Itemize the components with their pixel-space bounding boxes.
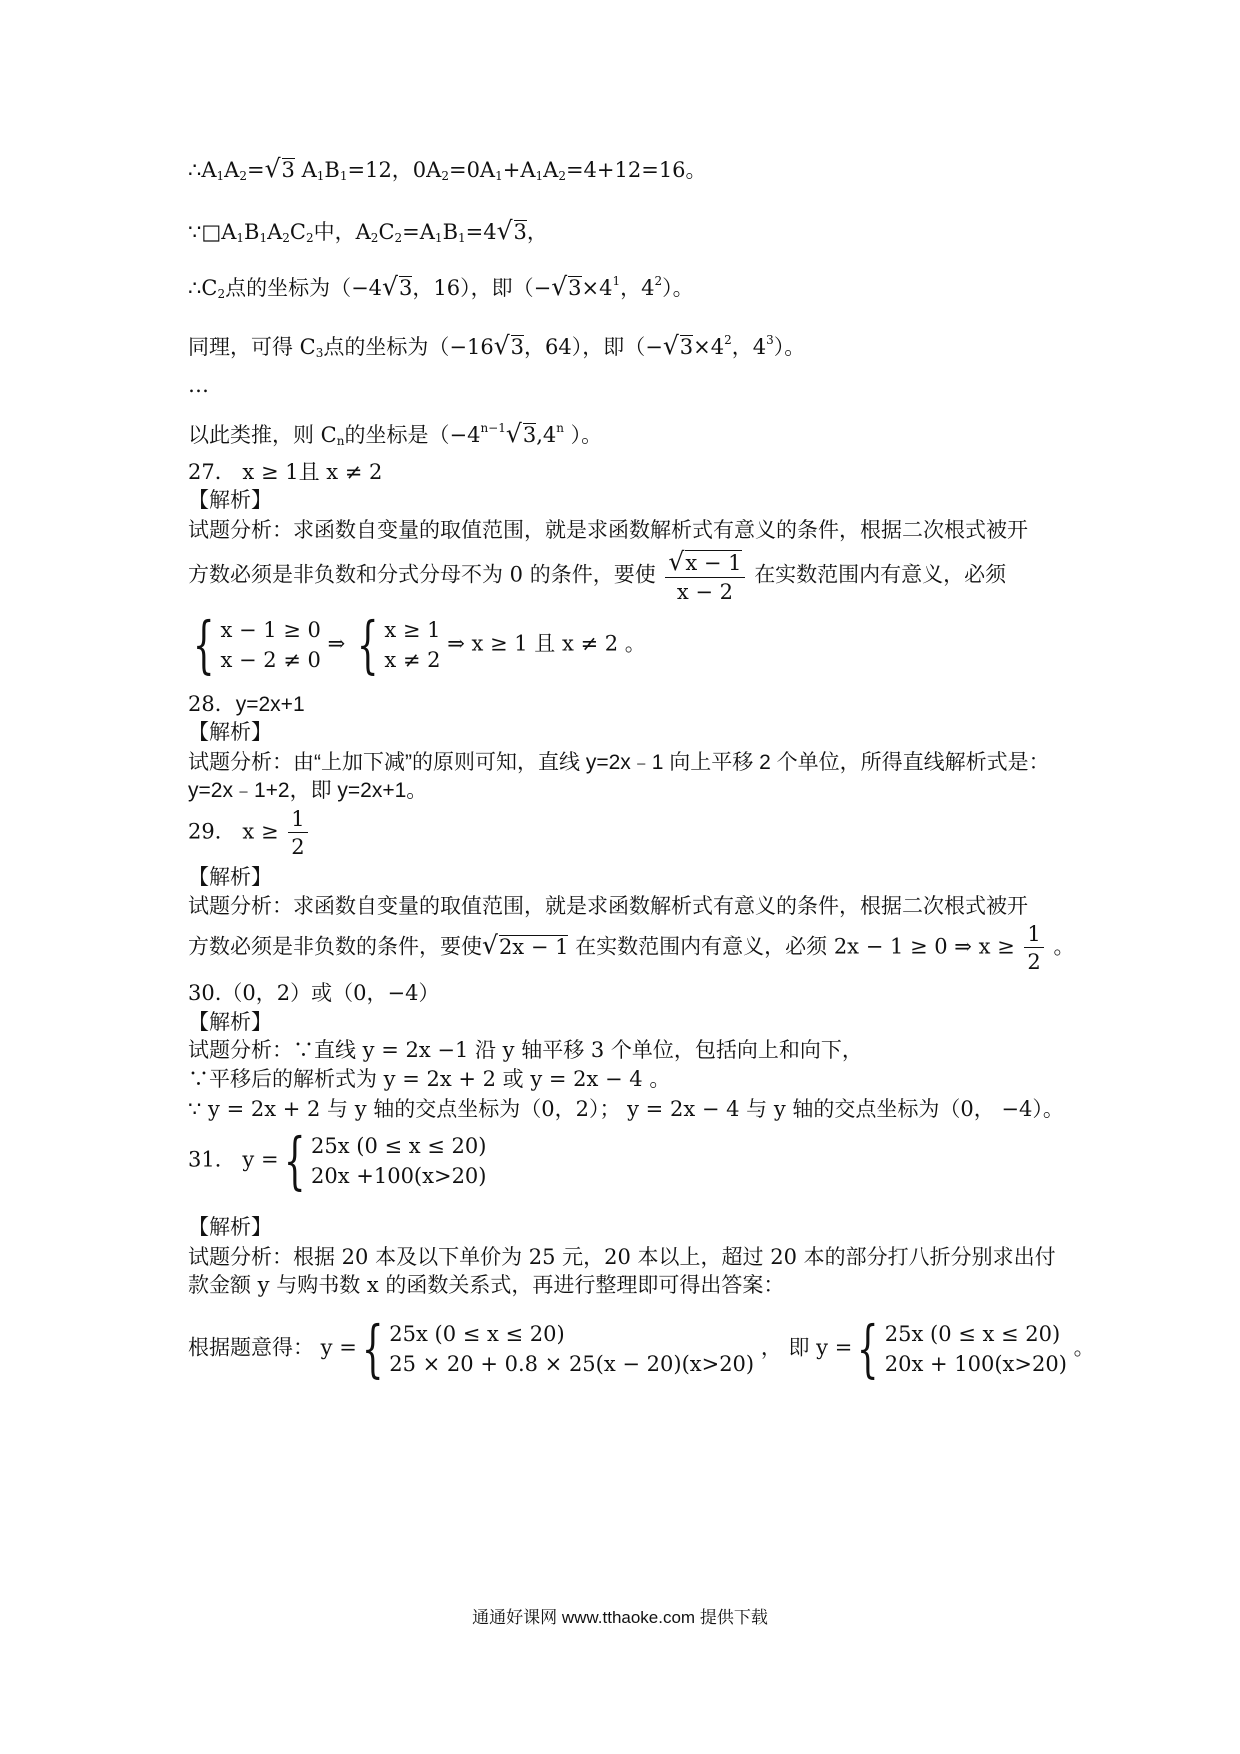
q31-line-1: 试题分析：根据 20 本及以下单价为 25 元，20 本以上，超过 20 本的部分打八折分别求出付 xyxy=(188,1245,1056,1269)
q31-line-3: 根据题意得： y ={ 25x (0 ≤ x ≤ 20) 25 × 20 + 0.8 × 25(x − 20)(x>20) ， 即 y ={ 25x (0 ≤ x ≤ 20) 20x + 100(x>20) 。 xyxy=(188,1312,1095,1385)
solution-line-cn: 以此类推，则 $C_n$的坐标是（$-4^{n-1}√3,4^n$ ）。 xyxy=(188,419,603,448)
q28-line-2: y=2x﹣1+2，即 y=2x+1。 xyxy=(188,779,428,802)
q30-line-1: 试题分析：∵直线 y = 2x −1 沿 y 轴平移 3 个单位，包括向上和向下， xyxy=(188,1038,863,1062)
q30-line-2: ∵平移后的解析式为 y = 2x + 2 或 y = 2x − 4 。 xyxy=(188,1067,671,1091)
solution-line-a1a2: $\therefore A_1A_2=√3$ $A_1B_1=12$，$0A_2=0A_1+A_1A_2=4+12=16$。 xyxy=(188,154,707,183)
solution-line-parallelogram: $\because□A_1B_1A_2C_2$中，$A_2C_2=A_1B_1=4√3$， xyxy=(188,216,548,245)
q31-line-2: 款金额 y 与购书数 x 的函数关系式，再进行整理即可得出答案： xyxy=(188,1273,785,1297)
q30-line-3: ∵ y = 2x + 2 与 y 轴的交点坐标为（0，2）； y = 2x − 4 与 y 轴的交点坐标为（0， −4）。 xyxy=(188,1097,1064,1121)
q29-answer: 29． x ≥ $\frac{1}{2}$ xyxy=(188,808,311,858)
solution-line-c3: 同理，可得 $C_3$点的坐标为（−16√3，64），即（$-√3\times 4^2$，$4^3$）。 xyxy=(188,331,806,360)
q30-answer: 30.（0，2）或（0，−4） xyxy=(188,981,440,1005)
q29-analysis-tag: 【解析】 xyxy=(188,865,272,889)
q31-analysis-tag: 【解析】 xyxy=(188,1215,272,1239)
ellipsis-line: … xyxy=(188,373,209,397)
page-footer: 通通好课网 www.tthaoke.com 提供下载 xyxy=(472,1608,768,1627)
fraction: $\frac{√x - 1}{x - 2}$ xyxy=(665,549,744,603)
q29-line-1: 试题分析：求函数自变量的取值范围，就是求函数解析式有意义的条件，根据二次根式被开 xyxy=(188,894,1028,918)
q27-analysis-tag: 【解析】 xyxy=(188,488,272,512)
q31-answer: 31． y ={ 25x (0 ≤ x ≤ 20) 20x +100(x>20) xyxy=(188,1124,487,1197)
q28-line-1: 试题分析：由“上加下减”的原则可知，直线 y=2x﹣1 向上平移 2 个单位，所得直线解析式是： xyxy=(188,751,1050,774)
q27-line-1: 试题分析：求函数自变量的取值范围，就是求函数解析式有意义的条件，根据二次根式被开 xyxy=(188,518,1028,542)
solution-line-c2: $\therefore C_2$点的坐标为（−4√3，16），即（$-√3\times 4^1$，$4^2$）。 xyxy=(188,272,694,301)
q27-answer: 27． x ≥ 1且 x ≠ 2 xyxy=(188,460,383,484)
q27-line-2: 方数必须是非负数和分式分母不为 0 的条件，要使 $\frac{√x - 1}{x - 2}$ 在实数范围内有意义，必须 xyxy=(188,547,1007,605)
q28-analysis-tag: 【解析】 xyxy=(188,720,272,744)
q30-analysis-tag: 【解析】 xyxy=(188,1010,272,1034)
q27-inequality-system: { x − 1 ≥ 0 x − 2 ≠ 0 ⇒ { x ≥ 1 x ≠ 2 ⇒ x ≥ 1 且 x ≠ 2 。 xyxy=(192,608,646,681)
q28-answer: 28．y=2x+1 xyxy=(188,692,305,716)
q29-line-2: 方数必须是非负数的条件，要使√2x − 1 在实数范围内有意义，必须 2x − 1 ≥ 0 ⇒ x ≥ $\frac{1}{2}$ 。 xyxy=(188,922,1075,975)
